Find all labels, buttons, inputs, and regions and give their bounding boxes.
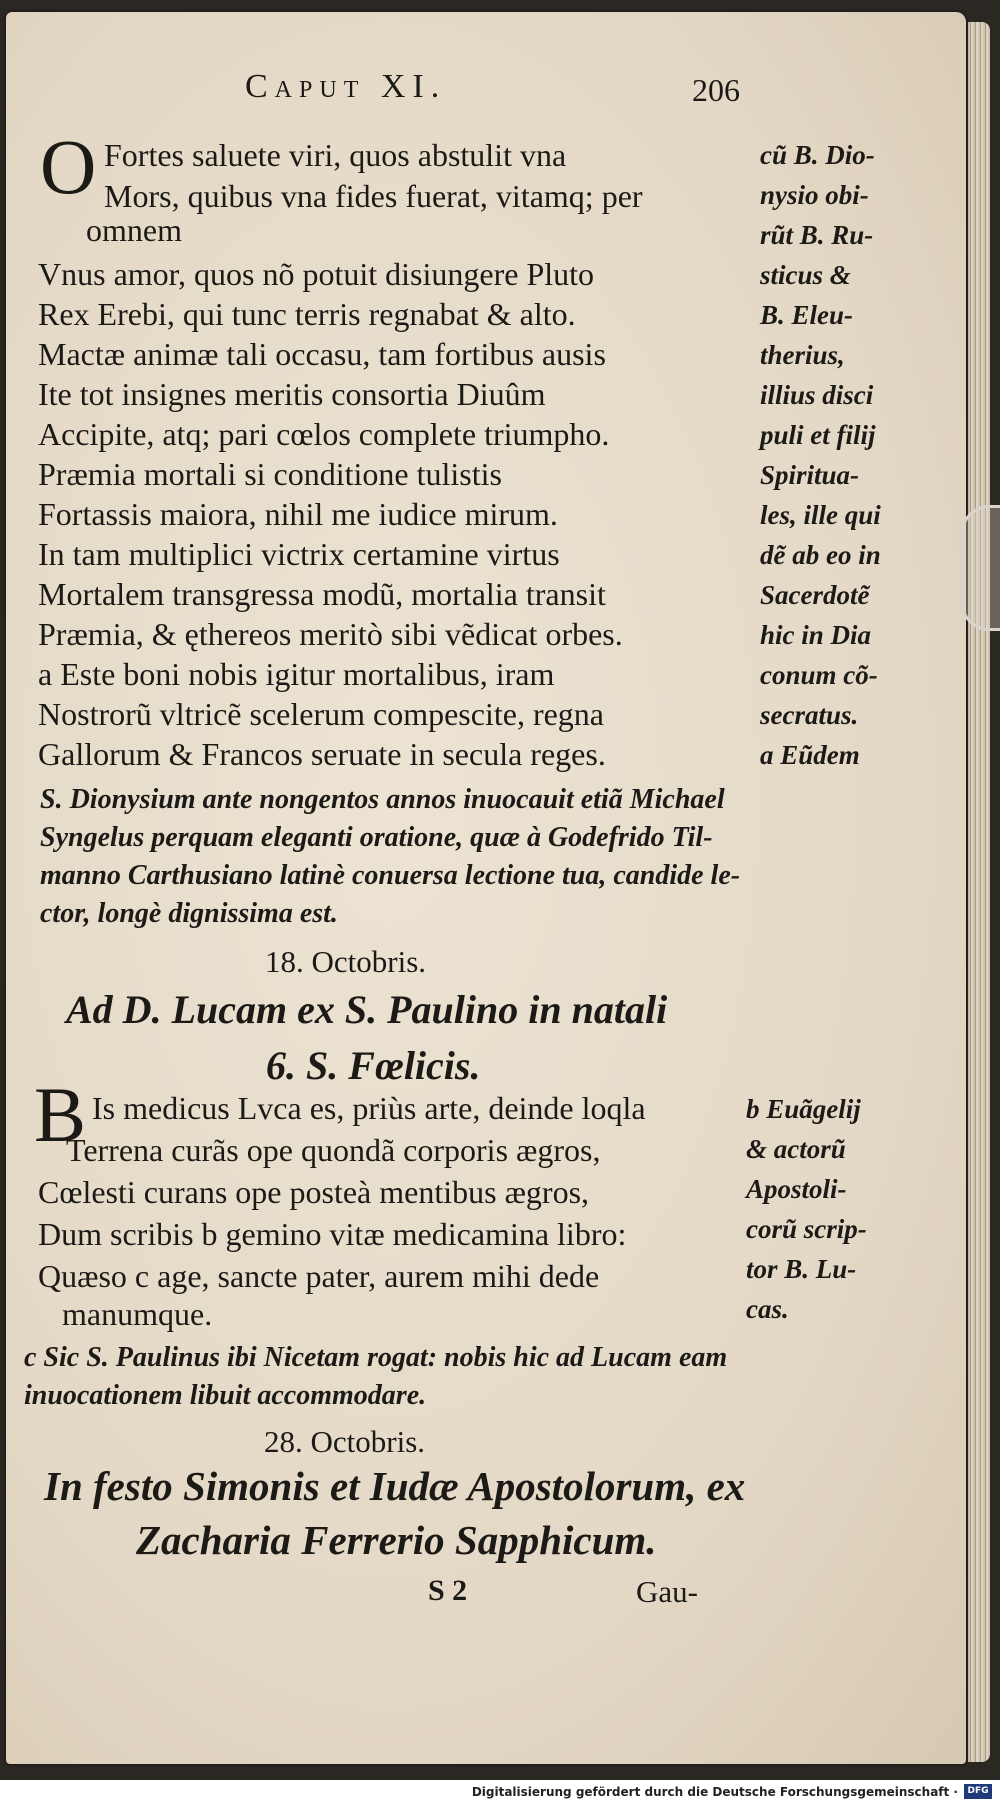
- poem1-line: Præmia mortali si conditione tulistis: [38, 456, 502, 492]
- margin-note: a Eũdem: [760, 740, 860, 770]
- date-heading: 18. Octobris.: [265, 944, 427, 979]
- footnote-line: Syngelus perquam eleganti oratione, quæ à Godefrido Til-: [40, 822, 713, 853]
- margin-note: cas.: [746, 1294, 789, 1324]
- page-clip: [960, 505, 1000, 631]
- poem1-line: In tam multiplici victrix certamine virtus: [38, 536, 560, 572]
- poem1-line: Vnus amor, quos nõ potuit disiungere Pluto: [38, 256, 595, 292]
- footnote-line: manno Carthusiano latinè conuersa lectione tua, candide le-: [40, 860, 741, 891]
- poem1-line: Mortalem transgressa modũ, mortalia transit: [38, 576, 606, 612]
- dfg-logo-icon: DFG: [964, 1784, 992, 1799]
- poem2-line: Is medicus Lvca es, priùs arte, deinde loqla: [92, 1090, 646, 1126]
- poem2-line: Dum scribis b gemino vitæ medicamina libro:: [38, 1216, 627, 1252]
- margin-note: b Euãgelij: [746, 1094, 861, 1124]
- poem1-line: Fortes saluete viri, quos abstulit vna: [104, 137, 567, 173]
- margin-note: sticus &: [760, 260, 851, 290]
- poem1-line: Accipite, atq; pari cœlos complete triumpho.: [38, 416, 610, 452]
- margin-note: puli et filij: [760, 420, 876, 450]
- margin-note: cũ B. Dio-: [760, 140, 875, 170]
- margin-note: corũ scrip-: [746, 1214, 867, 1244]
- section-heading: In festo Simonis et Iudæ Apostolorum, ex: [44, 1463, 746, 1509]
- poem2-line: Terrena curãs ope quondã corporis ægros,: [66, 1132, 601, 1168]
- poem1-line: Rex Erebi, qui tunc terris regnabat & alto.: [38, 296, 576, 332]
- poem1-line: Ite tot insignes meritis consortia Diuûm: [38, 376, 546, 412]
- poem1-line: a Este boni nobis igitur mortalibus, iram: [38, 656, 555, 692]
- margin-note: B. Eleu-: [760, 300, 854, 330]
- drop-cap-o: O: [40, 123, 97, 210]
- margin-note: hic in Dia: [760, 620, 872, 650]
- margin-note: rũt B. Ru-: [760, 220, 874, 250]
- poem1-line: omnem: [86, 212, 182, 248]
- poem2-line: manumque.: [62, 1296, 213, 1332]
- margin-note: illius disci: [760, 380, 874, 410]
- drop-cap-b: B: [34, 1071, 87, 1158]
- margin-note: tor B. Lu-: [746, 1254, 857, 1284]
- margin-note: conum cõ-: [760, 660, 878, 690]
- poem2-line: Quæso c age, sancte pater, aurem mihi dede: [38, 1258, 600, 1294]
- page-number: 206: [692, 72, 740, 108]
- page-edges: [968, 22, 990, 1762]
- section-heading: Zacharia Ferrerio Sapphicum.: [136, 1517, 657, 1563]
- margin-note: les, ille qui: [760, 500, 881, 530]
- footnote-line: inuocationem libuit accommodare.: [24, 1380, 427, 1411]
- funding-credit: Digitalisierung gefördert durch die Deutsche Forschungsgemeinschaft ·: [471, 1785, 958, 1799]
- margin-note: therius,: [760, 340, 845, 370]
- margin-note: nysio obi-: [760, 180, 869, 210]
- poem1-line: Præmia, & ęthereos meritò sibi vẽdicat orbes.: [38, 616, 623, 652]
- footnote-line: c Sic S. Paulinus ibi Nicetam rogat: nobis hic ad Lucam eam: [24, 1342, 728, 1373]
- section-heading: 6. S. Fœlicis.: [266, 1043, 481, 1088]
- poem1-line: Mactæ animæ tali occasu, tam fortibus ausis: [38, 336, 606, 372]
- poem1-line: Mors, quibus vna fides fuerat, vitamq; per: [104, 178, 643, 214]
- date-heading: 28. Octobris.: [264, 1424, 426, 1459]
- poem1-line: Gallorum & Francos seruate in secula reges.: [38, 736, 606, 772]
- footnote-line: S. Dionysium ante nongentos annos inuocauit etiã Michael: [40, 784, 725, 815]
- margin-note: secratus.: [760, 700, 859, 730]
- margin-note: dẽ ab eo in: [760, 540, 881, 570]
- margin-note: & actorũ: [746, 1134, 846, 1164]
- poem1-line: Nostrorũ vltricẽ scelerum compescite, regna: [38, 696, 604, 732]
- footnote-line: ctor, longè dignissima est.: [40, 898, 338, 929]
- section-heading: Ad D. Lucam ex S. Paulino in natali: [66, 987, 668, 1032]
- catchword: Gau-: [636, 1574, 698, 1609]
- poem1-line: Fortassis maiora, nihil me iudice mirum.: [38, 496, 558, 532]
- margin-note: Apostoli-: [746, 1174, 847, 1204]
- margin-note: Spiritua-: [760, 460, 860, 490]
- signature-mark: S 2: [428, 1574, 468, 1607]
- running-head: Caput XI.: [245, 68, 447, 105]
- margin-note: Sacerdotẽ: [760, 580, 870, 610]
- poem2-line: Cœlesti curans ope posteà mentibus ægros,: [38, 1174, 590, 1210]
